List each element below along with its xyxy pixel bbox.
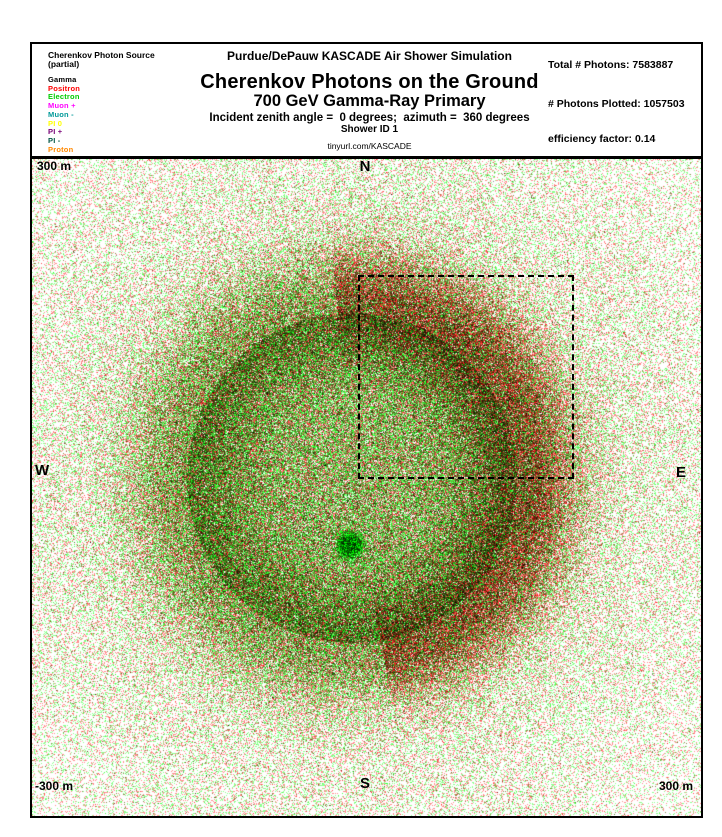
- simulation-name: Purdue/DePauw KASCADE Air Shower Simulation: [227, 49, 512, 63]
- legend-item-positron: Positron: [48, 83, 81, 93]
- page-subtitle: 700 GeV Gamma-Ray Primary: [253, 92, 486, 110]
- page-title: Cherenkov Photons on the Ground: [200, 71, 539, 93]
- legend-item-gamma: Gamma: [48, 75, 77, 84]
- legend-title-line2: (partial): [48, 59, 80, 69]
- compass-east-label: E: [676, 464, 687, 481]
- scale-label-top-left: 300 m: [37, 159, 72, 173]
- photons-plotted-stat: # Photons Plotted: 1057503: [548, 98, 685, 110]
- legend-item-pi-minus: PI -: [48, 135, 61, 145]
- shower-id-label: Shower ID 1: [340, 124, 399, 135]
- legend-item-electron: Electron: [48, 92, 80, 102]
- legend-item-pi-plus: PI +: [48, 127, 63, 137]
- selection-box: [358, 275, 574, 479]
- scale-label-bottom-left: -300 m: [35, 779, 74, 793]
- scatter-canvas: [32, 159, 701, 816]
- legend-item-muon-plus: Muon +: [48, 101, 76, 111]
- legend-item-pi0: PI 0: [48, 118, 63, 128]
- title-block: [172, 50, 567, 151]
- compass-south-label: S: [359, 775, 370, 792]
- compass-west-label: W: [35, 462, 50, 479]
- figure-header: [32, 44, 701, 159]
- scatter-plot-area: [32, 159, 701, 816]
- legend-item-proton: Proton: [48, 144, 74, 154]
- url-label: tinyurl.com/KASCADE: [327, 141, 412, 151]
- total-photons-stat: Total # Photons: 7583887: [548, 59, 674, 71]
- efficiency-factor-stat: efficiency factor: 0.14: [548, 133, 656, 145]
- figure-frame: [30, 42, 703, 818]
- compass-north-label: N: [359, 158, 371, 175]
- zenith-azimuth-line: Incident zenith angle = 0 degrees; azimuth = 360 degrees: [209, 112, 530, 124]
- scale-label-bottom-right: 300 m: [658, 779, 693, 793]
- legend-title-line1: Cherenkov Photon Source: [48, 50, 155, 60]
- legend-item-muon-minus: Muon -: [48, 109, 74, 119]
